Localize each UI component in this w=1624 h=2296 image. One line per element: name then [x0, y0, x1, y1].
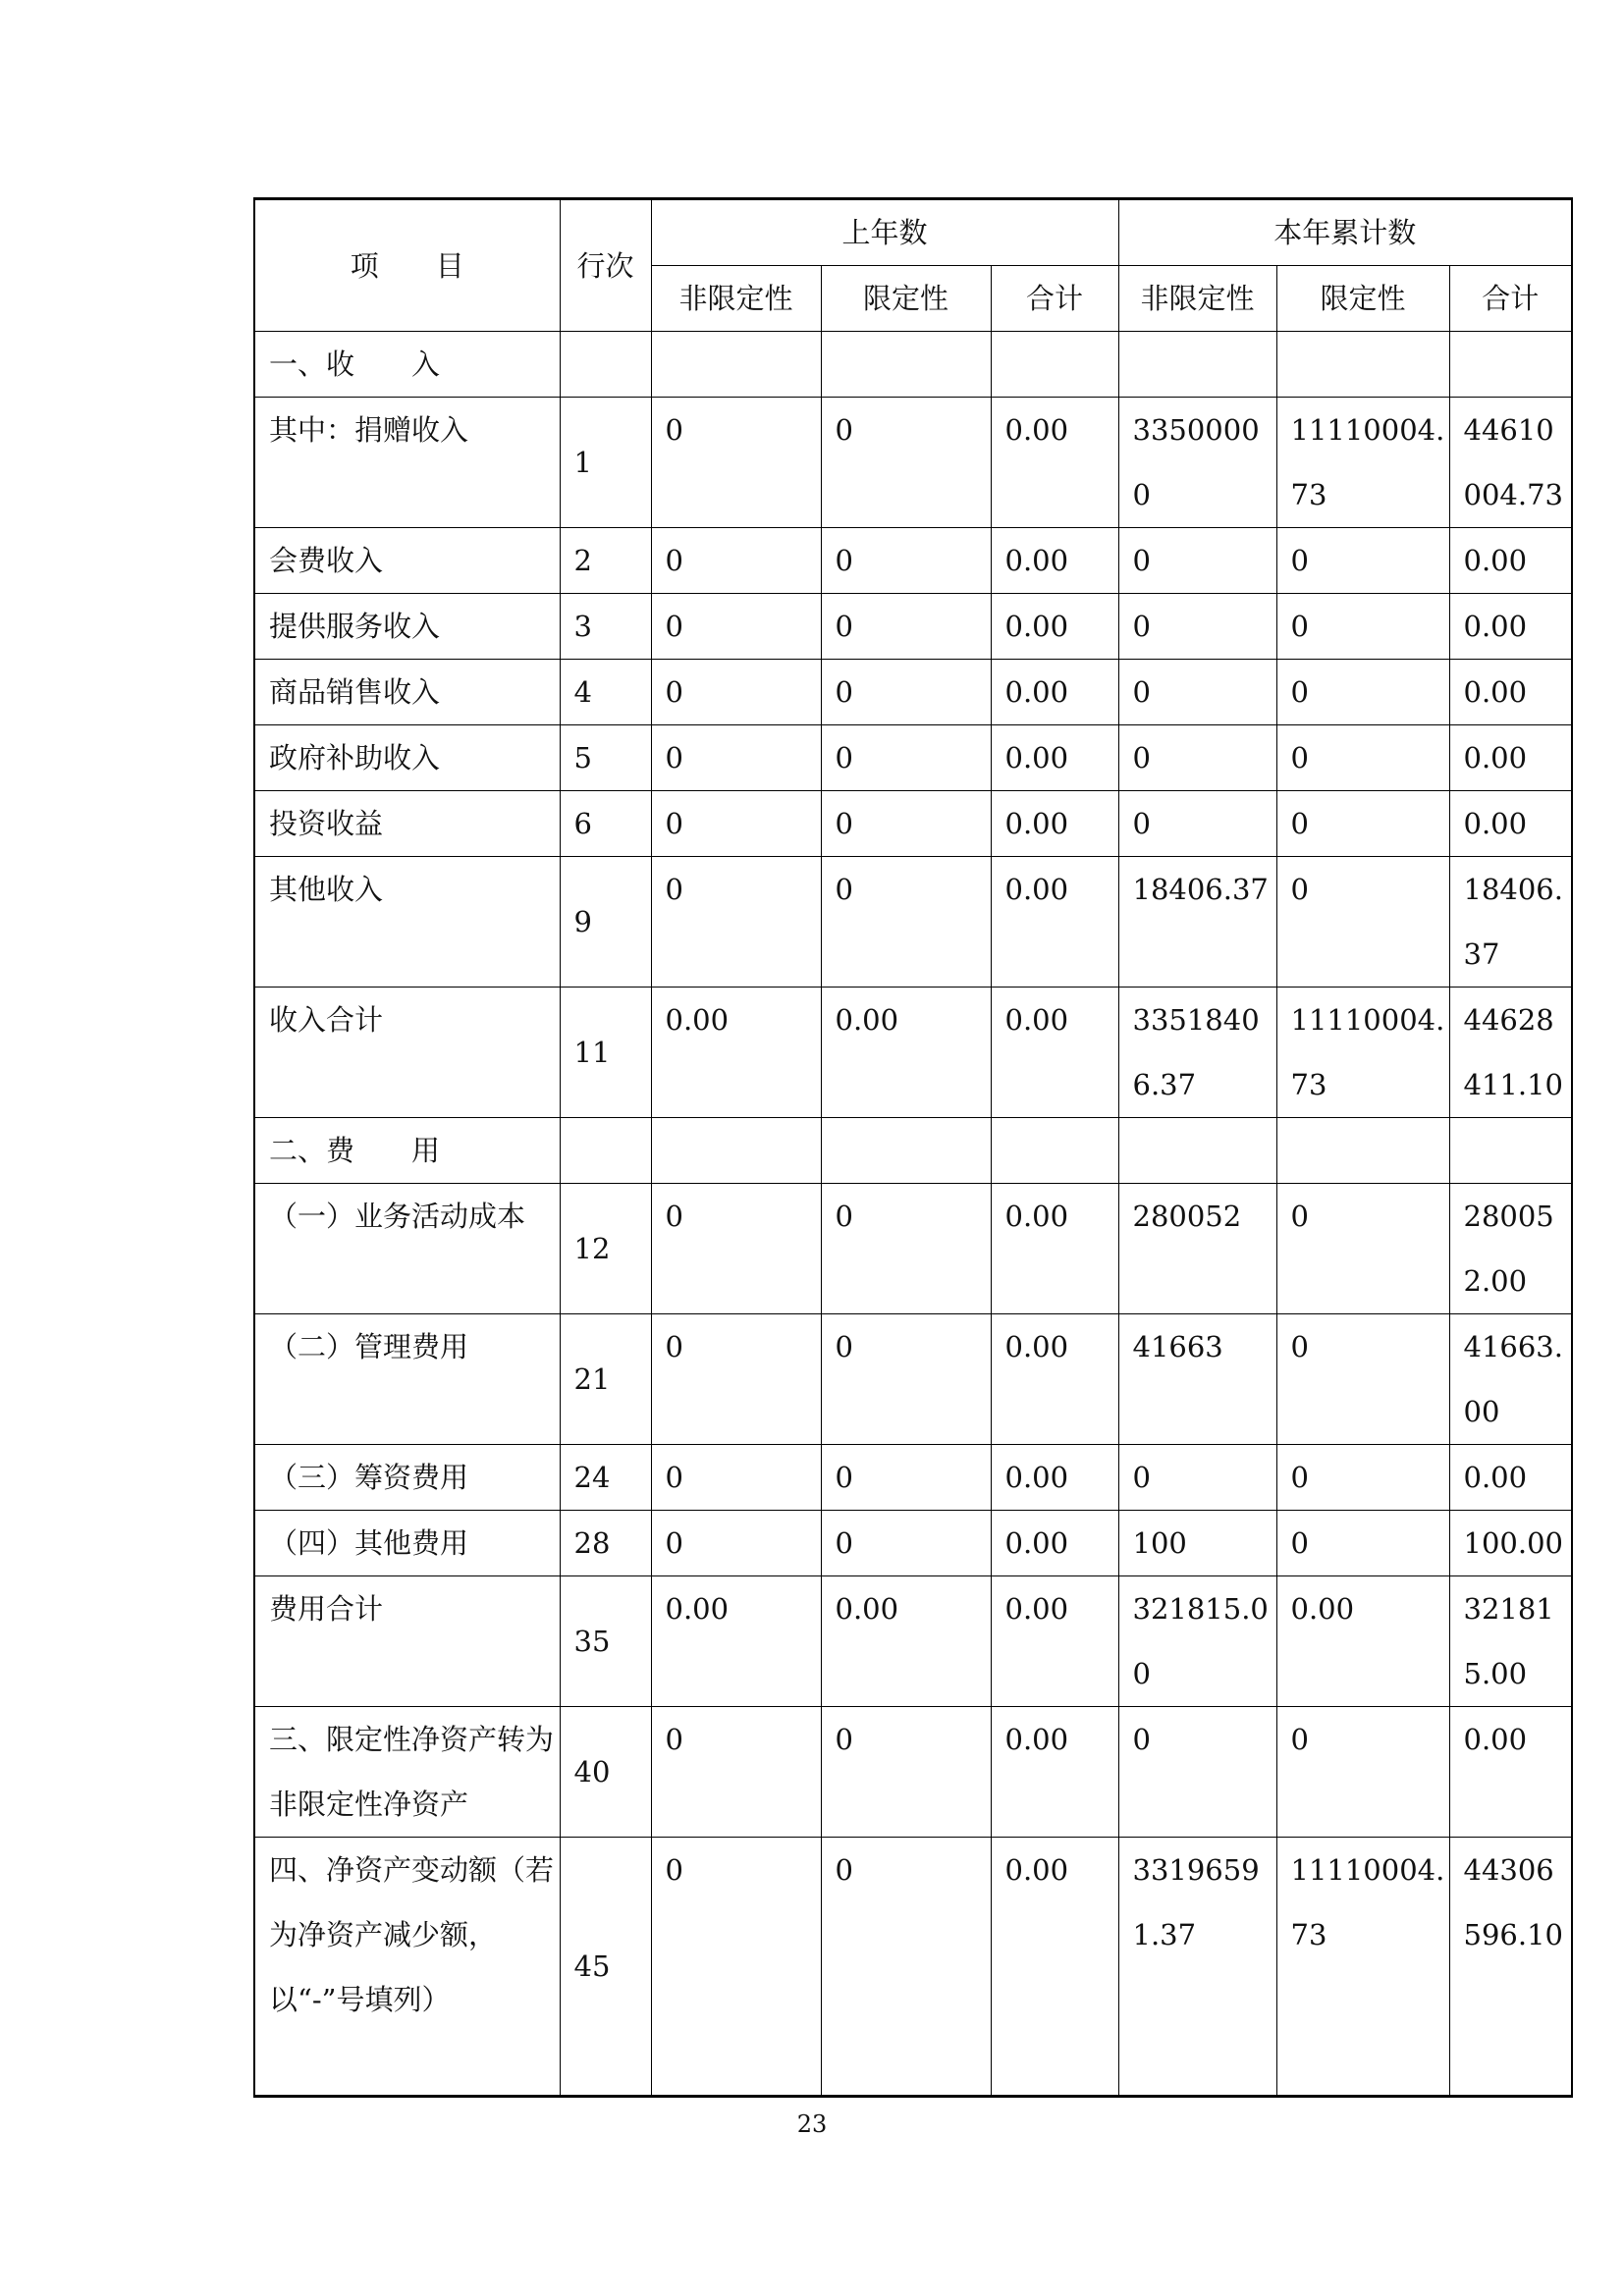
value-cell: 0 — [1276, 528, 1449, 594]
row-no-cell: 35 — [560, 1576, 651, 1707]
value-cell: 0 — [651, 660, 821, 725]
table-row — [254, 398, 1572, 528]
value-cell: 0 — [651, 1838, 821, 2097]
row-no-cell: 6 — [560, 791, 651, 857]
item-cell: 一、收 入 — [254, 332, 560, 398]
value-cell: 0 — [1118, 791, 1276, 857]
table-row — [254, 660, 1572, 725]
value-cell: 44628411.10 — [1449, 988, 1572, 1118]
value-cell: 0 — [821, 1838, 991, 2097]
row-no-cell: 11 — [560, 988, 651, 1118]
value-cell: 0 — [821, 1511, 991, 1576]
item-cell: （四）其他费用 — [254, 1511, 560, 1576]
value-cell: 0.00 — [991, 594, 1118, 660]
value-cell: 0 — [651, 398, 821, 528]
value-cell: 11110004.73 — [1276, 1838, 1449, 2097]
value-cell — [1118, 1118, 1276, 1184]
value-cell: 0 — [1276, 660, 1449, 725]
row-no-cell: 5 — [560, 725, 651, 791]
value-cell: 0 — [1276, 594, 1449, 660]
row-no-cell: 28 — [560, 1511, 651, 1576]
header-prev-year: 上年数 — [651, 199, 1118, 266]
value-cell: 0 — [651, 1707, 821, 1838]
value-cell: 0 — [1118, 1445, 1276, 1511]
value-cell: 0.00 — [991, 398, 1118, 528]
header-sub: 非限定性 — [651, 266, 821, 332]
header-this-year: 本年累计数 — [1118, 199, 1572, 266]
value-cell: 0 — [1276, 1707, 1449, 1838]
item-cell: （二）管理费用 — [254, 1314, 560, 1445]
value-cell: 33196591.37 — [1118, 1838, 1276, 2097]
value-cell — [1449, 1118, 1572, 1184]
value-cell: 0 — [1118, 660, 1276, 725]
value-cell: 0.00 — [821, 1576, 991, 1707]
value-cell: 100 — [1118, 1511, 1276, 1576]
value-cell: 0.00 — [1276, 1576, 1449, 1707]
value-cell: 0 — [1118, 1707, 1276, 1838]
item-cell: 其中：捐赠收入 — [254, 398, 560, 528]
value-cell: 0.00 — [991, 857, 1118, 988]
value-cell: 0 — [821, 660, 991, 725]
row-no-cell — [560, 332, 651, 398]
value-cell: 0 — [821, 594, 991, 660]
value-cell: 18406.37 — [1118, 857, 1276, 988]
value-cell: 280052.00 — [1449, 1184, 1572, 1314]
item-cell: （三）筹资费用 — [254, 1445, 560, 1511]
value-cell: 0.00 — [991, 1707, 1118, 1838]
table-row — [254, 1184, 1572, 1314]
page-number: 23 — [796, 2110, 828, 2138]
value-cell: 0 — [821, 1707, 991, 1838]
value-cell — [991, 332, 1118, 398]
table-row — [254, 725, 1572, 791]
value-cell: 0.00 — [991, 660, 1118, 725]
value-cell: 0.00 — [991, 988, 1118, 1118]
value-cell: 0.00 — [1449, 725, 1572, 791]
value-cell: 0 — [821, 1445, 991, 1511]
table-row — [254, 594, 1572, 660]
row-no-cell: 2 — [560, 528, 651, 594]
table-row — [254, 1576, 1572, 1707]
value-cell: 0 — [651, 1314, 821, 1445]
item-cell: 其他收入 — [254, 857, 560, 988]
value-cell — [821, 332, 991, 398]
item-cell: 会费收入 — [254, 528, 560, 594]
value-cell: 280052 — [1118, 1184, 1276, 1314]
value-cell: 0 — [821, 1184, 991, 1314]
header-sub: 非限定性 — [1118, 266, 1276, 332]
value-cell: 0.00 — [821, 988, 991, 1118]
row-no-cell: 21 — [560, 1314, 651, 1445]
item-cell: 政府补助收入 — [254, 725, 560, 791]
value-cell: 0.00 — [991, 1445, 1118, 1511]
value-cell: 100.00 — [1449, 1511, 1572, 1576]
value-cell: 0.00 — [991, 528, 1118, 594]
header-item: 项 目 — [254, 199, 560, 332]
header-sub: 限定性 — [821, 266, 991, 332]
value-cell: 0 — [1276, 857, 1449, 988]
header-sub: 合计 — [1449, 266, 1572, 332]
value-cell — [1276, 1118, 1449, 1184]
row-no-cell — [560, 1118, 651, 1184]
table-row — [254, 791, 1572, 857]
value-cell: 0 — [651, 1511, 821, 1576]
table-row — [254, 1118, 1572, 1184]
row-no-cell: 12 — [560, 1184, 651, 1314]
table-row — [254, 528, 1572, 594]
value-cell: 41663.00 — [1449, 1314, 1572, 1445]
value-cell: 33518406.37 — [1118, 988, 1276, 1118]
table-row — [254, 1838, 1572, 2097]
report-table — [253, 197, 1573, 2098]
row-no-cell: 24 — [560, 1445, 651, 1511]
value-cell: 0 — [821, 725, 991, 791]
value-cell: 0.00 — [991, 791, 1118, 857]
value-cell: 0.00 — [991, 725, 1118, 791]
value-cell: 0 — [821, 528, 991, 594]
value-cell: 0.00 — [1449, 594, 1572, 660]
value-cell: 0.00 — [991, 1838, 1118, 2097]
value-cell: 0 — [821, 398, 991, 528]
value-cell — [1276, 332, 1449, 398]
value-cell: 0.00 — [651, 988, 821, 1118]
row-no-cell: 3 — [560, 594, 651, 660]
value-cell: 0 — [651, 594, 821, 660]
value-cell — [991, 1118, 1118, 1184]
value-cell — [1449, 332, 1572, 398]
value-cell: 0 — [1118, 725, 1276, 791]
table-row — [254, 332, 1572, 398]
value-cell: 0.00 — [651, 1576, 821, 1707]
value-cell: 0 — [1276, 725, 1449, 791]
row-no-cell: 4 — [560, 660, 651, 725]
value-cell: 0 — [651, 725, 821, 791]
table-row — [254, 1314, 1572, 1445]
value-cell: 0 — [1276, 1314, 1449, 1445]
value-cell: 0.00 — [991, 1314, 1118, 1445]
item-cell: 投资收益 — [254, 791, 560, 857]
header-sub: 合计 — [991, 266, 1118, 332]
value-cell: 0.00 — [991, 1576, 1118, 1707]
value-cell: 44610004.73 — [1449, 398, 1572, 528]
value-cell: 11110004.73 — [1276, 988, 1449, 1118]
item-cell: 费用合计 — [254, 1576, 560, 1707]
value-cell: 321815.00 — [1449, 1576, 1572, 1707]
value-cell: 0 — [1118, 528, 1276, 594]
item-cell: 四、净资产变动额（若为净资产减少额，以“-”号填列） — [254, 1838, 560, 2097]
header-row-no: 行次 — [560, 199, 651, 332]
header-sub: 限定性 — [1276, 266, 1449, 332]
value-cell: 44306596.10 — [1449, 1838, 1572, 2097]
value-cell: 0 — [651, 791, 821, 857]
value-cell: 0.00 — [1449, 528, 1572, 594]
value-cell — [821, 1118, 991, 1184]
row-no-cell: 40 — [560, 1707, 651, 1838]
item-cell: 商品销售收入 — [254, 660, 560, 725]
value-cell: 0.00 — [1449, 1707, 1572, 1838]
table-row — [254, 857, 1572, 988]
value-cell: 0 — [1276, 791, 1449, 857]
item-cell: 提供服务收入 — [254, 594, 560, 660]
value-cell: 18406.37 — [1449, 857, 1572, 988]
value-cell: 0 — [821, 1314, 991, 1445]
item-cell: 收入合计 — [254, 988, 560, 1118]
value-cell: 0 — [651, 857, 821, 988]
value-cell: 0 — [1276, 1511, 1449, 1576]
value-cell — [1118, 332, 1276, 398]
table-row — [254, 988, 1572, 1118]
table-row — [254, 1445, 1572, 1511]
value-cell: 0.00 — [1449, 791, 1572, 857]
table-row — [254, 1707, 1572, 1838]
row-no-cell: 1 — [560, 398, 651, 528]
item-cell: 二、费 用 — [254, 1118, 560, 1184]
value-cell: 0.00 — [991, 1511, 1118, 1576]
value-cell: 0 — [651, 1445, 821, 1511]
item-cell: （一）业务活动成本 — [254, 1184, 560, 1314]
value-cell: 0 — [1276, 1184, 1449, 1314]
value-cell — [651, 332, 821, 398]
value-cell: 0.00 — [1449, 1445, 1572, 1511]
value-cell: 41663 — [1118, 1314, 1276, 1445]
value-cell: 11110004.73 — [1276, 398, 1449, 528]
value-cell: 33500000 — [1118, 398, 1276, 528]
table-row — [254, 1511, 1572, 1576]
value-cell: 0.00 — [1449, 660, 1572, 725]
row-no-cell: 9 — [560, 857, 651, 988]
value-cell: 321815.00 — [1118, 1576, 1276, 1707]
value-cell: 0.00 — [991, 1184, 1118, 1314]
value-cell: 0 — [821, 857, 991, 988]
item-cell: 三、限定性净资产转为非限定性净资产 — [254, 1707, 560, 1838]
value-cell: 0 — [651, 528, 821, 594]
value-cell: 0 — [821, 791, 991, 857]
value-cell: 0 — [1276, 1445, 1449, 1511]
value-cell: 0 — [651, 1184, 821, 1314]
value-cell: 0 — [1118, 594, 1276, 660]
row-no-cell: 45 — [560, 1838, 651, 2097]
value-cell — [651, 1118, 821, 1184]
header-row-1 — [254, 199, 1572, 266]
